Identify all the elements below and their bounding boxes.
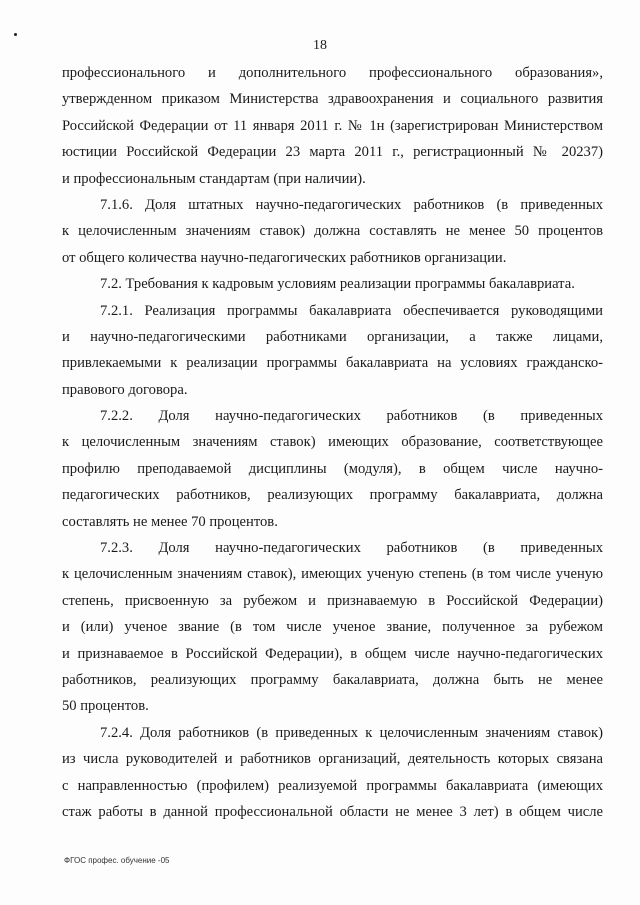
- text-line: 7.2. Требования к кадровым условиям реализации программы бакалавриата.: [100, 276, 575, 293]
- text-line: к целочисленным значениям ставок) должна составлять не менее 50 процентов: [62, 223, 603, 240]
- text-line: с направленностью (профилем) реализуемой программы бакалавриата (имеющих: [62, 777, 603, 794]
- text-line: профессионального и дополнительного профессионального образования»,: [62, 65, 603, 81]
- text-line: педагогических работников, реализующих программу бакалавриата, должна: [62, 487, 603, 504]
- text-line: от общего количества научно-педагогических работников организации.: [62, 249, 507, 266]
- text-line: работников, реализующих программу бакалавриата, должна быть не менее: [62, 671, 603, 688]
- scan-speck: [14, 33, 17, 36]
- text-line: привлекаемыми к реализации программы бакалавриата на условиях гражданско-: [62, 355, 603, 372]
- text-line: 7.2.4. Доля работников (в приведенных к целочисленным значениям ставок): [100, 724, 603, 741]
- text-line: 7.2.3. Доля научно-педагогических работников (в приведенных: [100, 540, 603, 557]
- text-line: составлять не менее 70 процентов.: [62, 513, 278, 530]
- text-line: к целочисленным значениям ставок), имеющих ученую степень (в том числе ученую: [62, 566, 603, 583]
- text-line: 7.1.6. Доля штатных научно-педагогических работников (в приведенных: [100, 196, 603, 213]
- text-line: Российской Федерации от 11 января 2011 г. № 1н (зарегистрирован Министерством: [62, 117, 603, 134]
- text-line: правового договора.: [62, 381, 188, 398]
- page-number: 18: [313, 38, 327, 53]
- text-line: и (или) ученое звание (в том числе ученое звание, полученное за рубежом: [62, 619, 603, 636]
- text-line: и профессиональным стандартам (при наличии).: [62, 170, 366, 187]
- text-line: из числа руководителей и работников организаций, деятельность которых связана: [62, 751, 603, 768]
- text-line: 7.2.2. Доля научно-педагогических работников (в приведенных: [100, 408, 603, 425]
- text-line: и научно-педагогическими работниками организации, а также лицами,: [62, 328, 603, 345]
- document-body: [62, 60, 603, 825]
- text-line: степень, присвоенную за рубежом и признаваемую в Российской Федерации): [62, 592, 603, 609]
- text-line: юстиции Российской Федерации 23 марта 2011 г., регистрационный № 20237): [62, 144, 603, 161]
- text-line: стаж работы в данной профессиональной области не менее 3 лет) в общем числе: [62, 803, 603, 820]
- text-line: и признаваемое в Российской Федерации), в общем числе научно-педагогических: [62, 645, 603, 662]
- text-line: 50 процентов.: [62, 698, 149, 715]
- text-line: утвержденном приказом Министерства здравоохранения и социального развития: [62, 91, 603, 108]
- text-line: 7.2.1. Реализация программы бакалавриата обеспечивается руководящими: [100, 302, 603, 319]
- text-line: к целочисленным значениям ставок) имеющих образование, соответствующее: [62, 434, 603, 451]
- footer-note: ФГОС профес. обучение -05: [64, 856, 170, 865]
- text-line: профилю преподаваемой дисциплины (модуля), в общем числе научно-: [62, 460, 603, 477]
